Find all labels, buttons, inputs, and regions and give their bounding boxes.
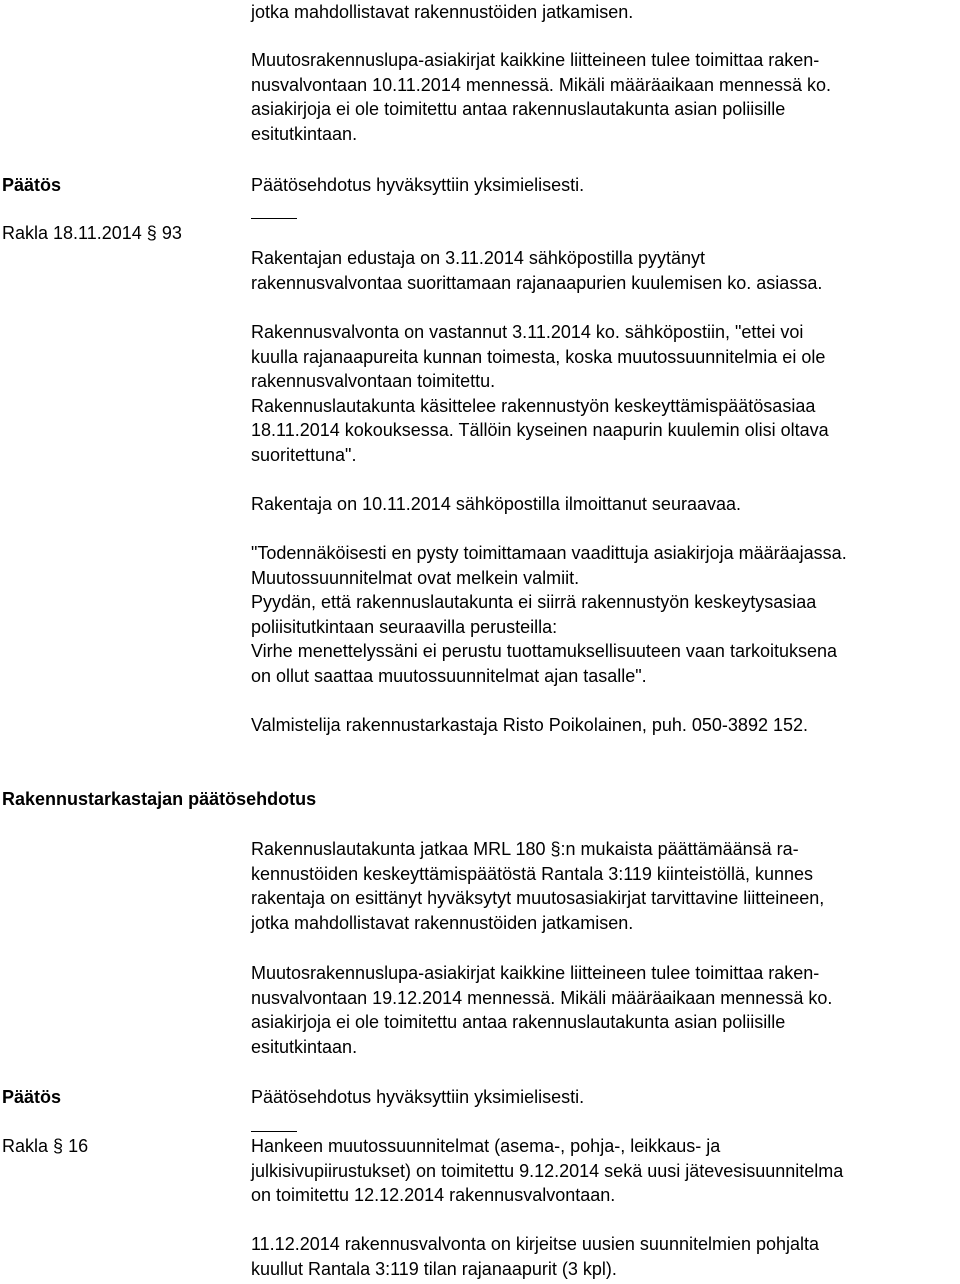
paragraph-line: 18.11.2014 kokouksessa. Tällöin kyseinen naapurin kuulemin olisi oltava <box>251 420 829 440</box>
proposal-line <box>251 837 799 862</box>
rakla-label: Rakla <box>2 1136 49 1156</box>
paragraph-line: 11.12.2014 rakennusvalvonta on kirjeitse uusien suunnitelmien pohjalta <box>251 1234 820 1254</box>
condition-line: esitutkintaan. <box>251 123 358 144</box>
condition-line: nusvalvontaan 10.11.2014 mennessä. Mikäli määräaikaan mennessä ko. <box>251 74 832 95</box>
paragraph-line: Rakentaja on 10.11.2014 sähköpostilla ilmoittanut seuraavaa. <box>251 494 741 514</box>
decision-text: Päätösehdotus hyväksyttiin yksimielisesti. <box>251 175 585 195</box>
condition-line: nusvalvontaan 19.12.2014 mennessä. Mikäli määräaikaan mennessä ko. <box>251 987 833 1008</box>
proposal-line: rakentaja on esittänyt hyväksytyt muutosasiakirjat tarvittavine liitteineen, <box>251 888 825 908</box>
paragraph-line: Pyydän, että rakennuslautakunta ei siirrä rakennustyön keskeytysasiaa <box>251 592 817 612</box>
condition-line: esitutkintaan. <box>251 1036 358 1057</box>
separator-rule <box>251 218 297 219</box>
condition-line: asiakirjoja ei ole toimitettu antaa rakennuslautakunta asian poliisille <box>251 1012 786 1032</box>
rakla-paragraph: 16 <box>68 1136 89 1156</box>
paragraph-line: kuullut Rantala 3:119 tilan rajanaapurit (3 kpl). <box>251 1258 617 1279</box>
proposal-line: jotka mahdollistavat rakennustöiden jatkamisen. <box>251 912 634 933</box>
condition-line: Muutosrakennuslupa-asiakirjat kaikkine liitteineen tulee toimittaa raken- <box>251 50 820 70</box>
paragraph-line: Muutossuunnitelmat ovat melkein valmiit. <box>251 567 580 588</box>
section-heading: Rakennustarkastajan päätösehdotus <box>2 789 317 809</box>
decision-label: Päätös <box>2 175 62 195</box>
rakla-date: Rakla 18.11.2014 <box>2 223 142 243</box>
decision-text: Päätösehdotus hyväksyttiin yksimielisesti. <box>251 1087 585 1107</box>
rakla-reference <box>2 221 182 246</box>
section-sign-icon: § <box>146 223 157 243</box>
condition-line: asiakirjoja ei ole toimitettu antaa rakennuslautakunta asian poliisille <box>251 99 786 119</box>
paragraph-line: rakennusvalvontaa suorittamaan rajanaapurien kuulemisen ko. asiassa. <box>251 272 823 293</box>
paragraph-line: Rakentajan edustaja on 3.11.2014 sähköpostilla pyytänyt <box>251 248 705 268</box>
proposal-line: kennustöiden keskeyttämispäätöstä Rantala 3:119 kiinteistöllä, kunnes <box>251 863 814 884</box>
intro-line: jotka mahdollistavat rakennustöiden jatkamisen. <box>251 2 634 22</box>
proposal-text: Rakennuslautakunta jatkaa MRL 180 §:n mukaista päättämäänsä ra- <box>251 839 799 859</box>
section-sign-icon: § <box>550 839 561 859</box>
paragraph-line: on ollut saattaa muutossuunnitelmat ajan tasalle". <box>251 665 647 686</box>
paragraph-line: on toimitettu 12.12.2014 rakennusvalvontaan. <box>251 1185 616 1205</box>
section-sign-icon: § <box>53 1136 64 1156</box>
paragraph-line: kuulla rajanaapureita kunnan toimesta, koska muutossuunnitelmia ei ole <box>251 346 826 367</box>
paragraph-line: suoritettuna". <box>251 444 357 465</box>
paragraph-line: Rakennusvalvonta on vastannut 3.11.2014 ko. sähköpostiin, "ettei voi <box>251 322 804 342</box>
paragraph-line: julkisivupiirustukset) on toimitettu 9.12.2014 sekä uusi jätevesisuunnitelma <box>251 1160 844 1181</box>
paragraph-line: Rakennuslautakunta käsittelee rakennustyön keskeyttämispäätösasiaa <box>251 395 816 416</box>
condition-line: Muutosrakennuslupa-asiakirjat kaikkine liitteineen tulee toimittaa raken- <box>251 963 820 983</box>
paragraph-line: "Todennäköisesti en pysty toimittamaan vaadittuja asiakirjoja määräajassa. <box>251 543 847 563</box>
rakla-paragraph: 93 <box>161 223 182 243</box>
separator-rule <box>251 1131 297 1132</box>
paragraph-line: Virhe menettelyssäni ei perustu tuottamuksellisuuteen vaan tarkoituksena <box>251 641 838 661</box>
paragraph-line: poliisitutkintaan seuraavilla perusteilla: <box>251 616 558 637</box>
paragraph-line: Hankeen muutossuunnitelmat (asema-, pohja-, leikkaus- ja <box>251 1136 721 1156</box>
preparer-line: Valmistelija rakennustarkastaja Risto Poikolainen, puh. 050-3892 152. <box>251 715 808 735</box>
rakla-reference <box>2 1134 88 1159</box>
paragraph-line: rakennusvalvontaan toimitettu. <box>251 371 496 391</box>
decision-label: Päätös <box>2 1087 62 1107</box>
